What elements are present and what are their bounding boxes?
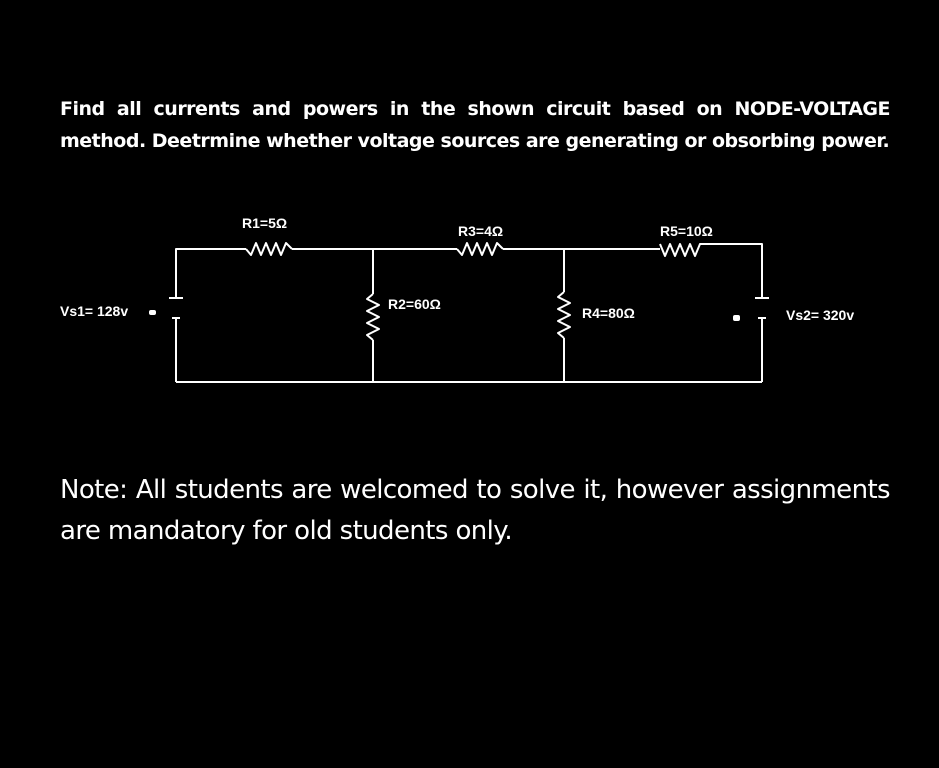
top-wire-left [176,249,246,298]
resistor-r2-symbol [367,294,379,340]
resistor-r5-symbol [660,244,706,256]
label-r4: R4=80Ω [582,305,635,321]
resistor-r4-symbol [558,292,570,338]
problem-statement: Find all currents and powers in the shown circuit based on NODE-VOLTAGE method. Deetrmine whether voltage sources are generating or obsorbing power. [60,98,890,152]
label-r1: R1=5Ω [242,215,288,231]
vs2-terminal-mark [733,315,740,321]
label-vs2: Vs2= 320v [786,307,855,323]
label-r3: R3=4Ω [458,223,504,239]
resistor-r3-symbol [457,243,503,255]
label-r5: R5=10Ω [660,223,713,239]
top-wire-right [706,244,762,298]
vs1-terminal-mark [149,310,156,315]
label-vs1: Vs1= 128v [60,303,129,319]
note-text: Note: All students are welcomed to solve it, however assignments are mandatory for old students only. [60,475,890,546]
resistor-r1-symbol [246,243,292,255]
label-r2: R2=60Ω [388,296,441,312]
